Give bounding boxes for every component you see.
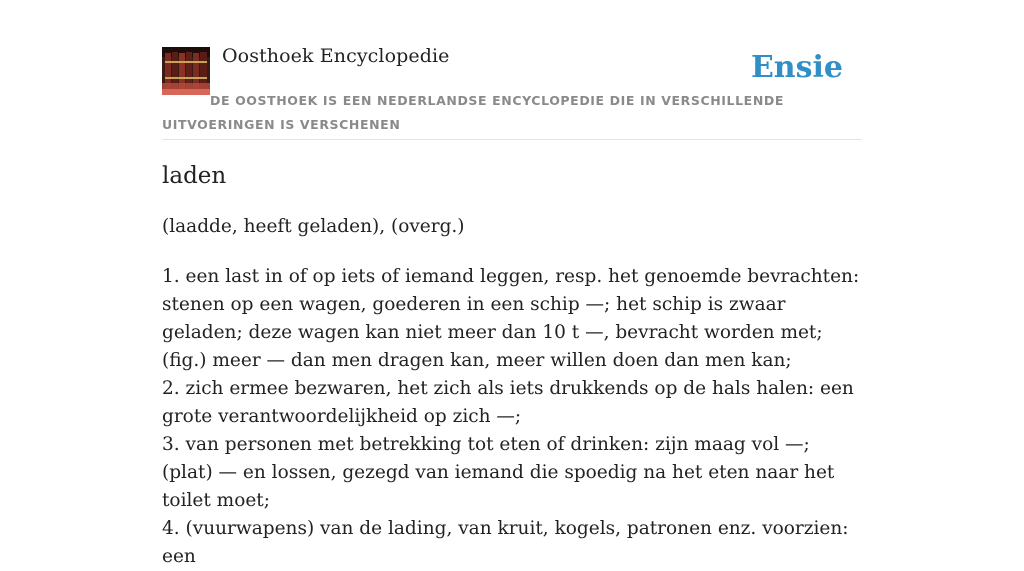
definition-item: 4. (vuurwapens) van de lading, van kruit, kogels, patronen enz. voorzien: een [162,518,849,567]
site-tagline: DE OOSTHOEK IS EEN NEDERLANDSE ENCYCLOPEDIE DIE IN VERSCHILLENDE UITVOERINGEN IS VERSCHENEN [162,93,784,132]
grammar-info: (laadde, heeft geladen), (overg.) [162,216,465,237]
page-title: laden [162,163,227,189]
definition-list [162,263,862,571]
header-divider [162,139,862,140]
encyclopedia-books-icon[interactable] [162,47,210,95]
site-title[interactable]: Oosthoek Encyclopedie [222,45,450,67]
definition-item: 2. zich ermee bezwaren, het zich als iets drukkends op de hals halen: een grote verantwoordelijkheid op zich —; [162,378,854,427]
definition-item: 3. van personen met betrekking tot eten of drinken: zijn maag vol —; (plat) — en lossen, gezegd van iemand die spoedig na het eten naar het toilet moet; [162,434,835,511]
definition-item: 1. een last in of op iets of iemand leggen, resp. het genoemde bevrachten: stenen op een wagen, goederen in een schip —; het schip is zwaar geladen; deze wagen kan niet meer dan 10 t —, bevracht worden met; (fig.) meer — dan men dragen kan, meer willen doen dan men kan; [162,266,860,371]
brand-logo[interactable]: Ensie [750,50,843,85]
